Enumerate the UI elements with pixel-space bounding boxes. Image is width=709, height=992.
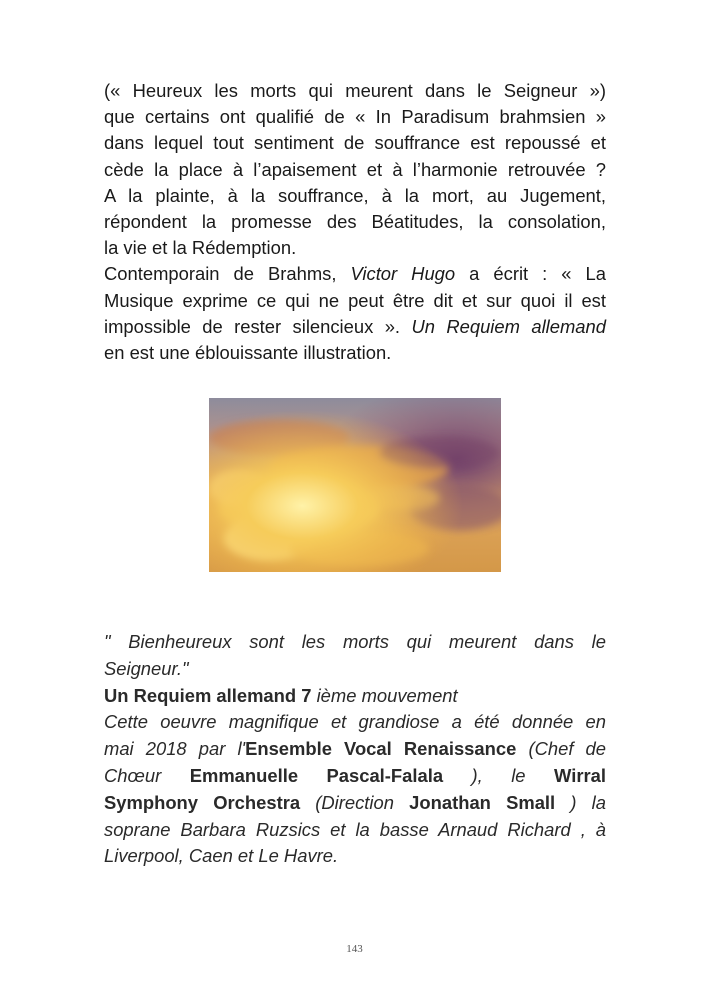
body-text	[104, 78, 606, 366]
movement-label: ième mouvement	[316, 684, 458, 706]
text: impossible de rester silencieux ».	[104, 315, 401, 337]
body-line: (« Heureux les morts qui meurent dans le Seigneur »)	[104, 80, 606, 101]
work-title: Un Requiem allemand 7	[104, 684, 312, 706]
body-line: la vie et la Rédemption.	[104, 237, 297, 259]
body-line: Musique exprime ce qui ne peut être dit et sur quoi il est	[104, 289, 606, 311]
text: Chœur	[104, 764, 162, 786]
caption-line: Liverpool, Caen et Le Havre.	[104, 845, 339, 867]
work-title: Un Requiem allemand	[411, 315, 606, 337]
author-name: Victor Hugo	[350, 263, 456, 285]
caption-line: Cette oeuvre magnifique et grandiose a été donnée en	[104, 711, 606, 733]
quote-line: Seigneur."	[104, 657, 189, 679]
body-line: que certains ont qualifié de « In Paradisum brahmsien »	[104, 106, 606, 128]
body-line	[104, 314, 606, 340]
body-line: cède la place à l’apaisement et à l’harmonie retrouvée ?	[104, 158, 606, 180]
ensemble-name: Ensemble Vocal Renaissance	[245, 738, 517, 760]
caption-line	[104, 736, 606, 763]
caption-line	[104, 763, 606, 790]
sunset-clouds-image	[209, 398, 501, 572]
body-line: répondent la promesse des Béatitudes, la consolation,	[104, 211, 606, 233]
body-line: dans lequel tout sentiment de souffrance est repoussé et	[104, 132, 606, 154]
text: Contemporain de Brahms,	[104, 263, 337, 285]
text: (Direction	[315, 791, 394, 813]
text: mai 2018 par l'	[104, 738, 246, 760]
body-line: en est une éblouissante illustration.	[104, 342, 392, 364]
caption	[104, 629, 606, 870]
caption-line	[104, 790, 606, 817]
orchestra-name: Symphony Orchestra	[104, 791, 301, 813]
page-number: 143	[346, 943, 363, 955]
text: ) la	[570, 791, 606, 813]
text: a écrit : « La	[469, 263, 606, 285]
body-line	[104, 261, 606, 287]
body-line: A la plainte, à la souffrance, à la mort, au Jugement,	[104, 184, 606, 206]
orchestra-name: Wirral	[554, 764, 606, 786]
sunset-clouds-photo	[209, 398, 501, 572]
conductor-name: Emmanuelle Pascal-Falala	[189, 764, 444, 786]
caption-line: soprane Barbara Ruzsics et la basse Arnaud Richard , à	[104, 818, 606, 840]
movement-line	[104, 683, 606, 710]
quote-line: " Bienheureux sont les morts qui meurent dans le	[104, 631, 606, 652]
text: ), le	[471, 764, 526, 786]
director-name: Jonathan Small	[409, 791, 556, 813]
text: (Chef de	[528, 738, 606, 760]
